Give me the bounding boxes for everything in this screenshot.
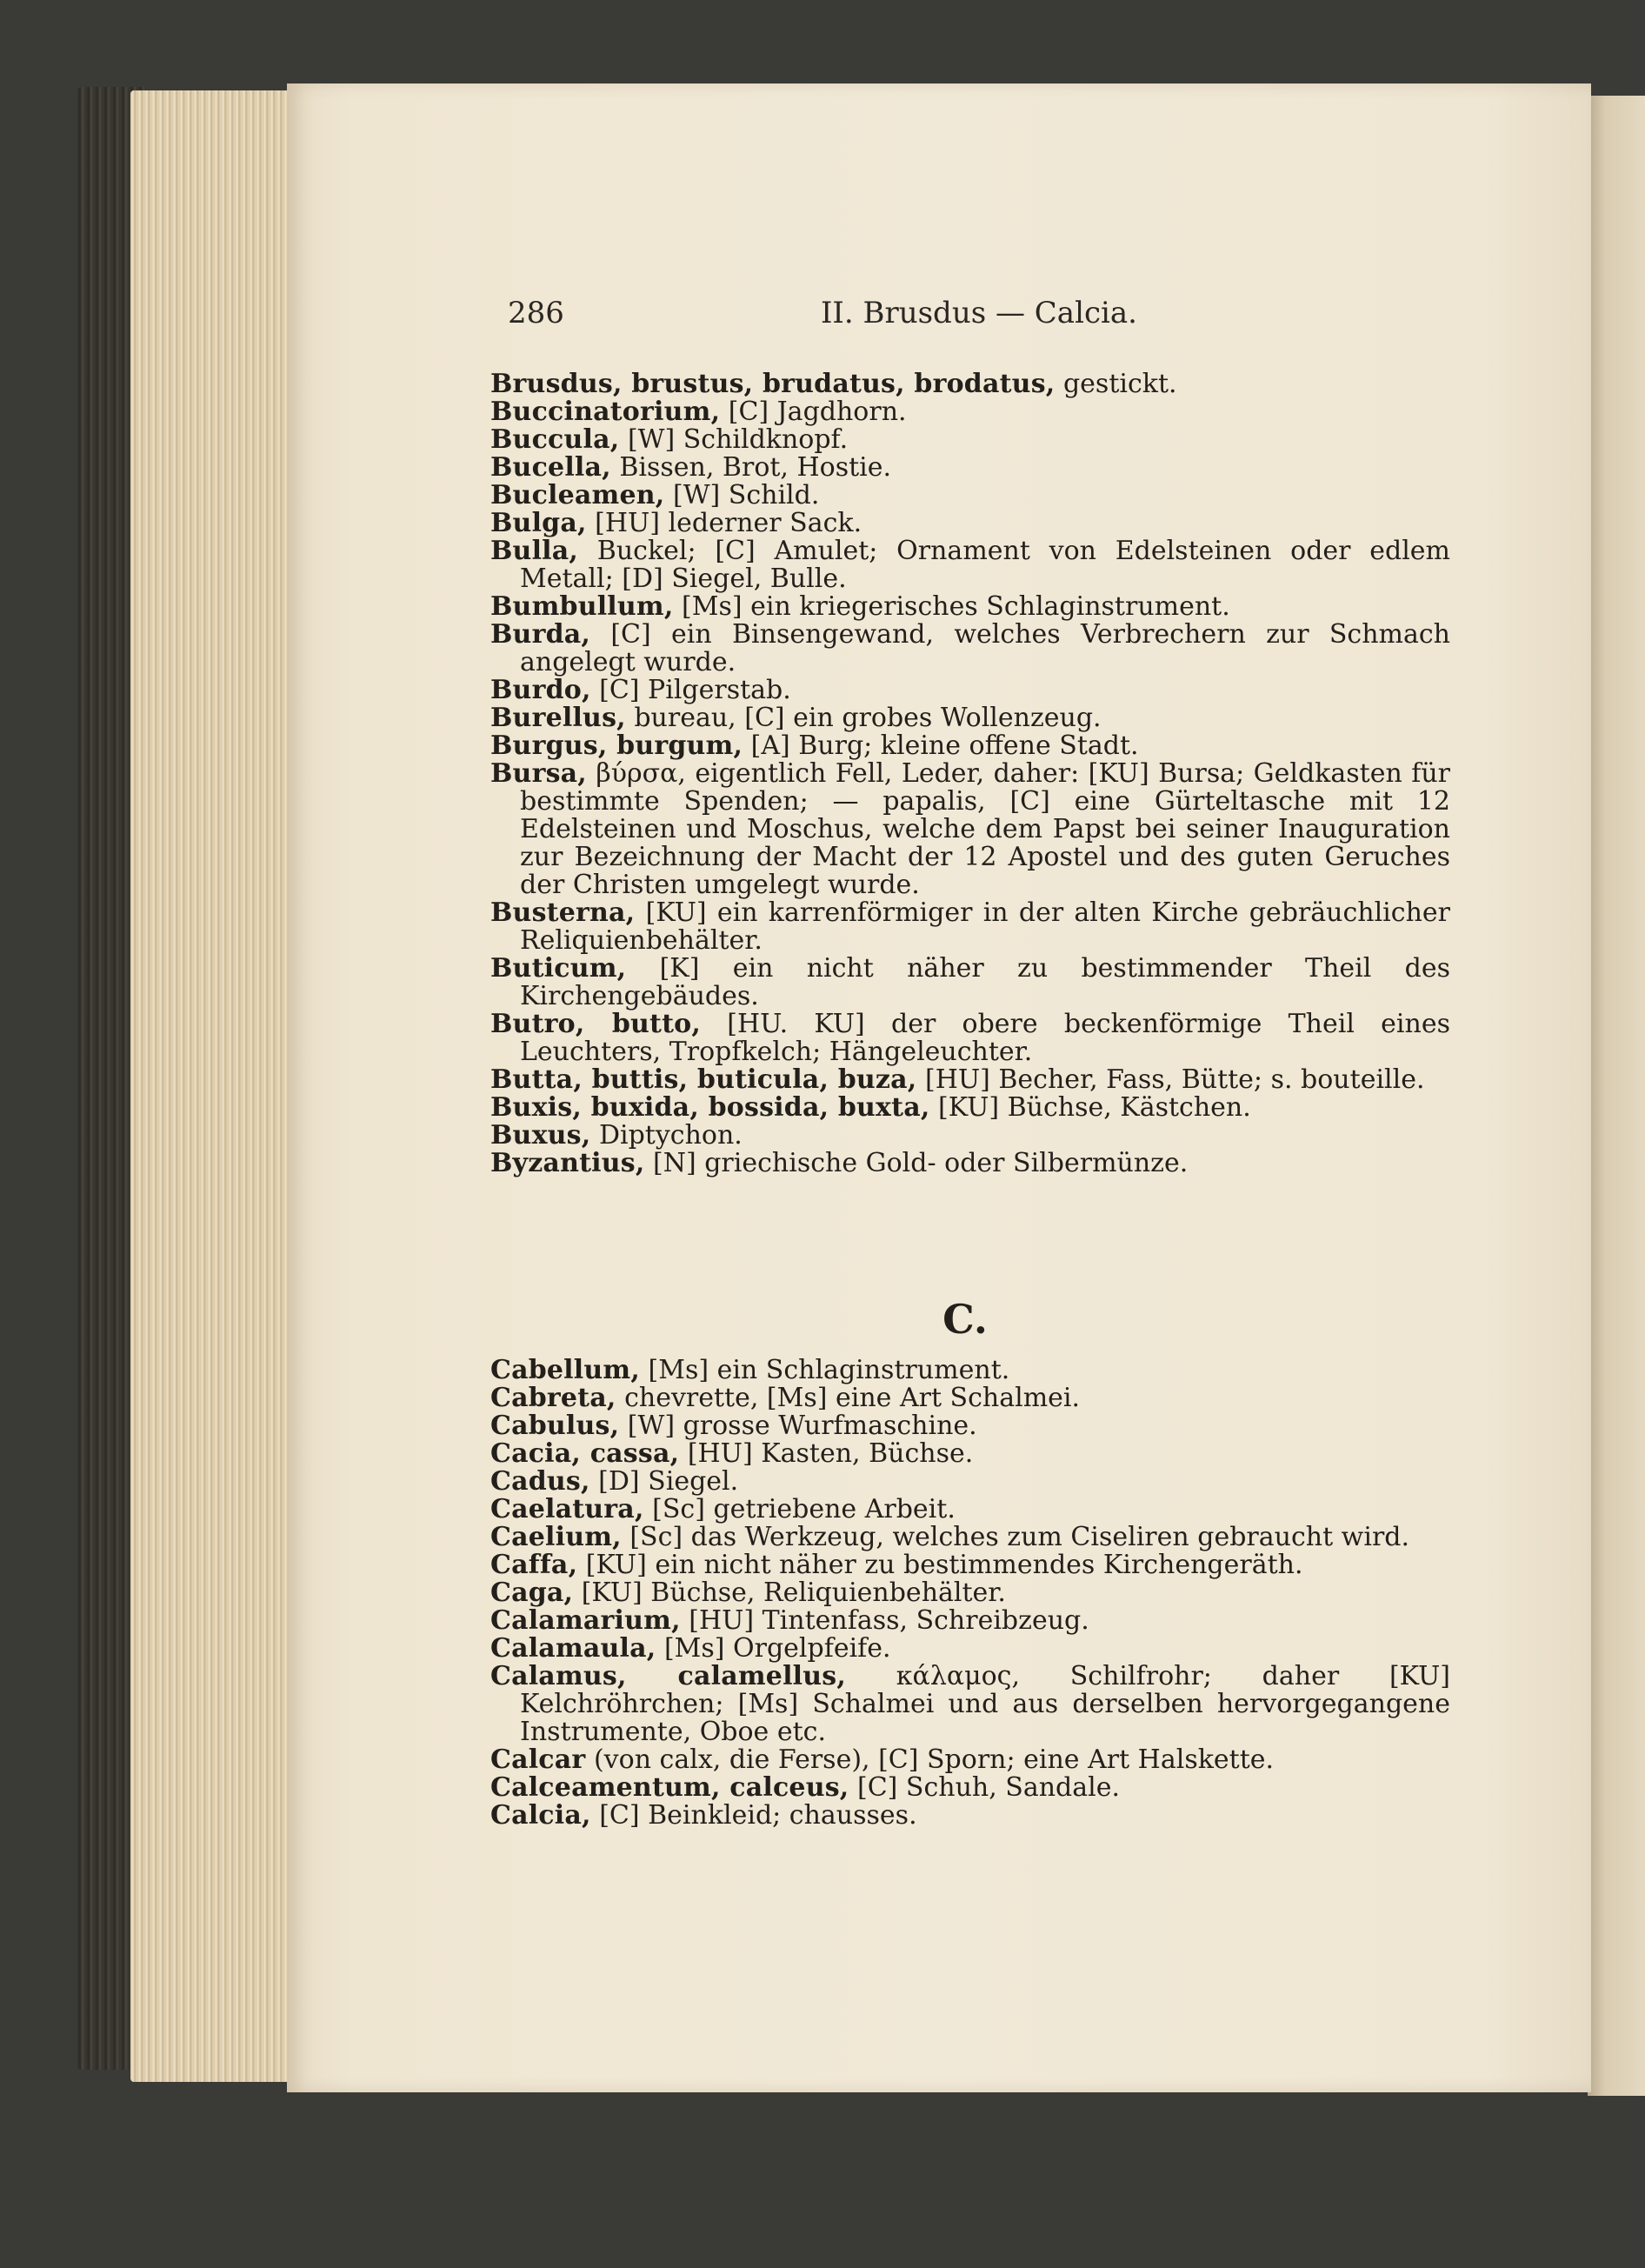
dictionary-entry bbox=[490, 510, 1450, 537]
entry-headword: Bursa, bbox=[490, 758, 587, 789]
dictionary-entry bbox=[490, 1579, 1450, 1607]
entry-headword: Burgus, burgum, bbox=[490, 730, 743, 761]
dictionary-entry bbox=[490, 593, 1450, 621]
entry-definition: [C] ein Binsengewand, welches Verbrechern zur Schmach angelegt wurde. bbox=[520, 619, 1450, 677]
entry-headword: Calcia, bbox=[490, 1800, 591, 1831]
entry-headword: Butro, butto, bbox=[490, 1009, 701, 1039]
dictionary-entry bbox=[490, 1122, 1450, 1150]
dictionary-entry bbox=[490, 1094, 1450, 1122]
dictionary-entry bbox=[490, 1551, 1450, 1579]
dictionary-entry bbox=[490, 1066, 1450, 1094]
dictionary-entry bbox=[490, 899, 1450, 955]
dictionary-entry bbox=[490, 1412, 1450, 1440]
entry-definition: [HU] Kasten, Büchse. bbox=[679, 1438, 974, 1469]
entry-definition: [Ms] ein Schlaginstrument. bbox=[639, 1355, 1010, 1385]
dictionary-entry bbox=[490, 1663, 1450, 1746]
entry-headword: Cabreta, bbox=[490, 1383, 616, 1413]
entry-headword: Burda, bbox=[490, 619, 591, 650]
entry-definition: Bissen, Brot, Hostie. bbox=[610, 452, 892, 483]
entry-headword: Cabulus, bbox=[490, 1411, 620, 1441]
entry-headword: Bulla, bbox=[490, 536, 579, 566]
dictionary-entry bbox=[490, 1011, 1450, 1066]
dictionary-entry bbox=[490, 621, 1450, 677]
dictionary-entry bbox=[490, 1607, 1450, 1635]
entry-headword: Cabellum, bbox=[490, 1355, 640, 1385]
entry-headword: Buxus, bbox=[490, 1120, 591, 1151]
entry-headword: Buxis, buxida, bossida, buxta, bbox=[490, 1092, 930, 1123]
entry-headword: Bucella, bbox=[490, 452, 611, 483]
section-letter: C. bbox=[942, 1296, 988, 1343]
entry-definition: [C] Beinkleid; chausses. bbox=[590, 1800, 917, 1831]
entry-definition: chevrette, [Ms] eine Art Schalmei. bbox=[616, 1383, 1081, 1413]
entry-definition: [N] griechische Gold- oder Silbermünze. bbox=[644, 1148, 1189, 1178]
dictionary-entry bbox=[490, 1440, 1450, 1468]
entry-definition: Diptychon. bbox=[590, 1120, 743, 1151]
dictionary-entry bbox=[490, 1357, 1450, 1384]
entry-definition: κάλαμος, Schilfrohr; daher [KU] Kelchröhrchen; [Ms] Schalmei und aus derselben hervorgegangene Instrumente, Oboe etc. bbox=[520, 1661, 1450, 1747]
entry-headword: Cacia, cassa, bbox=[490, 1438, 680, 1469]
dictionary-entries-b bbox=[490, 370, 1450, 1177]
dictionary-entry bbox=[490, 1468, 1450, 1496]
dictionary-entry bbox=[490, 370, 1450, 398]
entry-definition: βύρσα, eigentlich Fell, Leder, daher: [KU] Bursa; Geldkasten für bestimmte Spenden; — papalis, [C] eine Gürteltasche mit 12 Edelsteinen und Moschus, welche dem Papst bei seiner Inauguration zur Bezeichnung der Macht der 12 Apostel und des guten Geruches der Christen umgelegt wurde. bbox=[520, 758, 1450, 900]
entry-definition: [KU] ein karrenförmiger in der alten Kirche gebräuchlicher Reliquienbehälter. bbox=[520, 897, 1450, 956]
entry-headword: Caelium, bbox=[490, 1522, 622, 1552]
dictionary-entry bbox=[490, 454, 1450, 482]
entry-definition: [HU. KU] der obere beckenförmige Theil eines Leuchters, Tropfkelch; Hängeleuchter. bbox=[520, 1009, 1450, 1067]
entry-headword: Busterna, bbox=[490, 897, 636, 928]
entry-definition: [HU] Tintenfass, Schreibzeug. bbox=[680, 1605, 1089, 1636]
dictionary-entry bbox=[490, 1774, 1450, 1802]
entry-definition: bureau, [C] ein grobes Wollenzeug. bbox=[625, 703, 1102, 733]
running-title: II. Brusdus — Calcia. bbox=[821, 296, 1137, 330]
entry-headword: Bumbullum, bbox=[490, 591, 674, 622]
dictionary-entry bbox=[490, 537, 1450, 593]
dictionary-entry bbox=[490, 677, 1450, 704]
dictionary-entry bbox=[490, 1384, 1450, 1412]
entry-headword: Caga, bbox=[490, 1578, 574, 1608]
entry-definition: [W] grosse Wurfmaschine. bbox=[619, 1411, 977, 1441]
entry-definition: [C] Jagdhorn. bbox=[720, 397, 907, 427]
entry-headword: Calceamentum, calceus, bbox=[490, 1772, 849, 1803]
entry-headword: Burellus, bbox=[490, 703, 626, 733]
dictionary-entry bbox=[490, 704, 1450, 732]
page-number: 286 bbox=[508, 296, 564, 330]
dictionary-entry bbox=[490, 732, 1450, 760]
entry-headword: Bulga, bbox=[490, 508, 587, 538]
entry-definition: [KU] Büchse, Kästchen. bbox=[929, 1092, 1251, 1123]
entry-definition: (von calx, die Ferse), [C] Sporn; eine Art Halskette. bbox=[585, 1744, 1275, 1775]
entry-definition: [W] Schild. bbox=[664, 480, 820, 510]
entry-headword: Calamarium, bbox=[490, 1605, 681, 1636]
entry-headword: Butta, buttis, buticula, buza, bbox=[490, 1064, 917, 1095]
entry-definition: [HU] Becher, Fass, Bütte; s. bouteille. bbox=[916, 1064, 1425, 1095]
dictionary-entry bbox=[490, 1802, 1450, 1830]
entry-definition: [KU] Büchse, Reliquienbehälter. bbox=[573, 1578, 1006, 1608]
page-header bbox=[508, 296, 1429, 339]
entry-definition: gestickt. bbox=[1055, 369, 1177, 399]
entry-definition: [KU] ein nicht näher zu bestimmendes Kirchengeräth. bbox=[577, 1550, 1303, 1580]
entry-definition: [Sc] das Werkzeug, welches zum Ciseliren gebraucht wird. bbox=[621, 1522, 1410, 1552]
entry-definition: [W] Schildknopf. bbox=[619, 424, 849, 455]
entry-definition: [D] Siegel. bbox=[589, 1466, 739, 1497]
entry-headword: Calamus, calamellus, bbox=[490, 1661, 847, 1691]
dictionary-entry bbox=[490, 426, 1450, 454]
page-edges bbox=[130, 90, 304, 2082]
dictionary-entry bbox=[490, 1150, 1450, 1177]
entry-definition: [C] Schuh, Sandale. bbox=[849, 1772, 1121, 1803]
entry-headword: Brusdus, brustus, brudatus, brodatus, bbox=[490, 369, 1056, 399]
entry-headword: Caelatura, bbox=[490, 1494, 644, 1524]
entry-definition: [Sc] getriebene Arbeit. bbox=[643, 1494, 956, 1524]
entry-definition: [HU] lederner Sack. bbox=[586, 508, 862, 538]
entry-headword: Calamaula, bbox=[490, 1633, 656, 1664]
entry-headword: Buticum, bbox=[490, 953, 627, 984]
entry-headword: Bucleamen, bbox=[490, 480, 665, 510]
dictionary-entry bbox=[490, 1746, 1450, 1774]
entry-headword: Byzantius, bbox=[490, 1148, 645, 1178]
dictionary-entry bbox=[490, 398, 1450, 426]
entry-definition: [Ms] Orgelpfeife. bbox=[656, 1633, 891, 1664]
entry-definition: [Ms] ein kriegerisches Schlaginstrument. bbox=[673, 591, 1230, 622]
entry-definition: [A] Burg; kleine offene Stadt. bbox=[743, 730, 1139, 761]
dictionary-entry bbox=[490, 1635, 1450, 1663]
dictionary-entry bbox=[490, 955, 1450, 1011]
dictionary-entry bbox=[490, 1524, 1450, 1551]
entry-definition: [C] Pilgerstab. bbox=[590, 675, 791, 705]
entry-headword: Caffa, bbox=[490, 1550, 578, 1580]
dictionary-entries-c bbox=[490, 1357, 1450, 1830]
dictionary-entry bbox=[490, 482, 1450, 510]
entry-definition: [K] ein nicht näher zu bestimmender Theil des Kirchengebäudes. bbox=[520, 953, 1450, 1011]
entry-headword: Buccinatorium, bbox=[490, 397, 721, 427]
entry-headword: Burdo, bbox=[490, 675, 591, 705]
entry-definition: Buckel; [C] Amulet; Ornament von Edelsteinen oder edlem Metall; [D] Siegel, Bulle. bbox=[520, 536, 1450, 594]
entry-headword: Buccula, bbox=[490, 424, 620, 455]
dictionary-entry bbox=[490, 760, 1450, 899]
entry-headword: Calcar bbox=[490, 1744, 586, 1775]
entry-headword: Cadus, bbox=[490, 1466, 590, 1497]
facing-page-edge bbox=[1588, 96, 1645, 2096]
dictionary-entry bbox=[490, 1496, 1450, 1524]
